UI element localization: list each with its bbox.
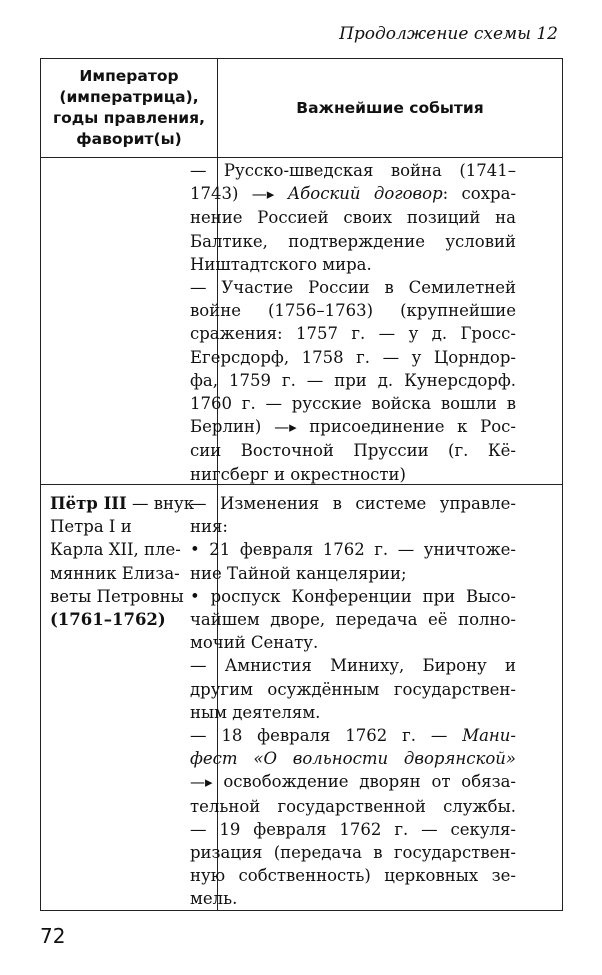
text-line: мель. [190,889,238,909]
text-line: мянник Елиза- [50,563,180,583]
text-line: 1760 г. — русские войска вошли в [190,394,516,414]
text-line: — Участие России в Семилетней [190,278,516,298]
text-line: • роспуск Конференции при Высо- [190,586,516,606]
abo-treaty-term: Абоский договор [287,184,443,204]
text-line: фа, 1759 г. — при д. Кунерсдорф. [190,370,516,390]
arrow-icon: —▸ [190,773,213,792]
arrow-icon: —▸ [251,185,275,204]
text-line: Пётр III — внук [50,494,195,513]
text-line: нение Россией своих позиций на [190,208,516,228]
row2-events-cell [190,492,516,911]
text-line: — 19 февраля 1762 г. — секуля- [190,819,516,839]
manifesto-title: фест «О вольности дворянской» [190,749,516,769]
text-line: ризация (передача в государствен- [190,843,516,863]
header-line: Император [79,67,179,85]
text-line: 1743) —▸ Абоский договор: сохра- [190,184,517,204]
header-line: фаворит(ы) [76,130,182,148]
header-line: (императрица), [59,88,199,106]
text-line: — Русско-шведская война (1741– [190,161,516,180]
text-line: войне (1756–1763) (крупнейшие [190,301,516,321]
row2-ruler-cell [50,492,212,631]
text-line: сии Восточной Пруссии (г. Кё- [190,441,516,461]
text-line: другим осуждённым государствен- [190,679,516,699]
text-line: Петра I и [50,517,132,537]
text-line: Карла XII, пле- [50,540,181,560]
ruler-name: Пётр III [50,494,127,513]
reign-years: (1761–1762) [50,610,166,630]
text-line: —▸ освобождение дворян от обяза- [190,772,516,792]
text-line: — 18 февраля 1762 г. — Мани- [190,726,516,746]
row1-events-cell [190,159,516,486]
text-line: ную собственность) церковных зе- [190,866,516,886]
text-line: Егерсдорф, 1758 г. — у Цорндор- [190,347,516,367]
arrow-icon: —▸ [274,418,297,437]
text-line: чайшем дворе, передача её полно- [190,610,516,630]
text-line: веты Петровны [50,586,184,606]
text-line: мочий Сенату. [190,633,319,653]
page-number: 72 [40,924,66,948]
header-line: годы правления, [52,109,206,127]
text-line: ние Тайной канцелярии; [190,563,407,583]
text-line: — Изменения в системе управле- [190,494,516,513]
scheme-caption: Продолжение схемы 12 [339,24,558,44]
column-header-events: Важнейшие события [296,98,484,117]
text-line: ния: [190,517,228,537]
text-line: нигсберг и окрестности) [190,464,406,484]
text-line: тельной государственной службы. [190,796,516,816]
text-line: Ништадтского мира. [190,254,372,274]
text-line: • 21 февраля 1762 г. — уничтоже- [190,540,516,560]
text-line: сражения: 1757 г. — у д. Гросс- [190,324,516,344]
text-line: ным деятелям. [190,702,321,722]
events-table [40,58,563,911]
text-line: Берлин) —▸ присоединение к Рос- [190,417,516,437]
text-line: Балтике, подтверждение условий [190,231,516,251]
column-header-ruler [41,59,217,157]
text-line: — Амнистия Миниху, Бирону и [190,656,516,676]
